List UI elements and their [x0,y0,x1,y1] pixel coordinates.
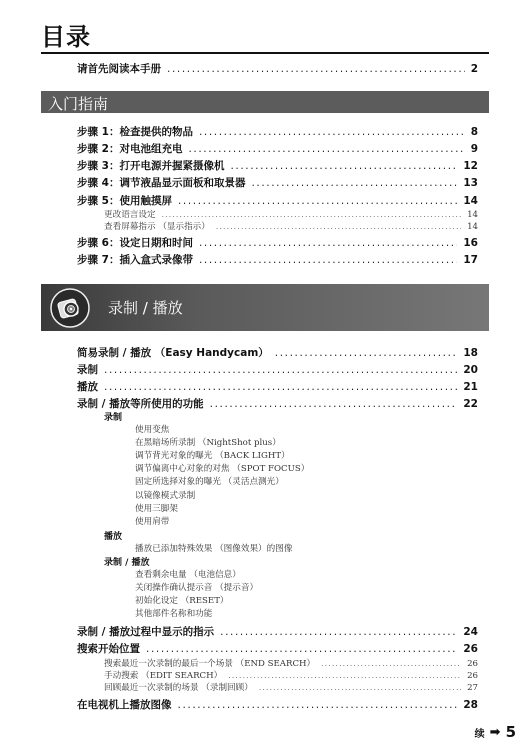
page-number: 5 [505,723,516,741]
feature-item[interactable]: 使用变焦 [135,425,170,435]
toc-entry-label: 回顾最近一次录制的场景 （录制回顾） [104,683,253,693]
toc-entry-label: 搜索最近一次录制的最后一个场景 （END SEARCH） [104,659,316,669]
leader-dots [230,160,457,172]
toc-entry[interactable] [77,379,478,394]
feature-item[interactable]: 初始化设定 （RESET） [135,596,229,606]
leader-dots [216,222,461,231]
title-divider [41,52,489,54]
toc-subentry[interactable] [104,669,478,681]
leader-dots [199,254,457,266]
toc-entry-label: 请首先阅读本手册 [77,63,161,75]
toc-subentry[interactable] [104,220,478,232]
toc-subentry[interactable] [104,208,478,220]
leader-dots [167,63,465,75]
toc-entry-label: 步骤 1：检查提供的物品 [77,126,193,138]
leader-dots [104,364,457,376]
leader-dots [178,699,458,711]
section-header-recording-playback [41,284,489,331]
toc-entry[interactable] [77,252,478,267]
toc-entry-page: 21 [463,381,478,393]
toc-subentry[interactable] [104,657,478,669]
section-title: 入门指南 [48,95,109,113]
toc-entry-label: 更改语言设定 [104,210,156,220]
toc-entry[interactable] [77,641,478,656]
toc-entry-label: 手动搜索 （EDIT SEARCH） [104,671,223,681]
leader-dots [321,659,461,668]
page-title: 目录 [41,23,91,51]
toc-entry[interactable] [77,697,478,712]
feature-item[interactable]: 使用三脚架 [135,504,178,514]
feature-item[interactable]: 播放已添加特殊效果 （图像效果）的图像 [135,544,293,554]
toc-entry-page: 28 [463,699,478,711]
toc-entry-page: 18 [463,347,478,359]
feature-item[interactable]: 固定所选择对象的曝光 （灵活点测光） [135,477,284,487]
feature-item[interactable]: 其他部件名称和功能 [135,609,213,619]
toc-entry[interactable] [77,61,478,76]
toc-entry[interactable] [77,175,478,190]
toc-entry-label: 步骤 3：打开电源并握紧摄像机 [77,160,225,172]
toc-entry-page: 14 [463,195,478,207]
toc-entry-label: 查看屏幕指示 （显示指示） [104,222,210,232]
toc-entry[interactable] [77,124,478,139]
toc-entry-label: 录制 [77,364,98,376]
leader-dots [146,643,457,655]
leader-dots [199,237,457,249]
toc-entry[interactable] [77,624,478,639]
section-header-getting-started [41,91,489,113]
toc-entry[interactable] [77,193,478,208]
feature-item[interactable]: 调节偏离中心对象的对焦 （SPOT FOCUS） [135,464,310,474]
toc-entry-page: 14 [467,210,478,220]
leader-dots [259,683,461,692]
toc-entry-page: 13 [463,177,478,189]
arrow-right-icon: ➡ [489,724,501,740]
toc-entry-page: 16 [463,237,478,249]
toc-entry-page: 12 [463,160,478,172]
feature-item[interactable]: 以镜像模式录制 [135,491,196,501]
toc-entry-page: 24 [463,626,478,638]
toc-entry-page: 9 [470,143,478,155]
feature-item[interactable]: 查看剩余电量 （电池信息） [135,570,241,580]
leader-dots [275,347,458,359]
toc-entry-page: 20 [463,364,478,376]
toc-entry-label: 步骤 5：使用触摸屏 [77,195,172,207]
toc-entry-label: 步骤 2：对电池组充电 [77,143,183,155]
feature-item[interactable]: 在黑暗场所录制 （NightShot plus） [135,438,281,448]
leader-dots [104,381,457,393]
toc-entry[interactable] [77,141,478,156]
section-title: 录制 / 播放 [108,299,183,317]
leader-dots [220,626,457,638]
feature-item[interactable]: 使用肩带 [135,517,170,527]
toc-entry-label: 搜索开始位置 [77,643,140,655]
continued-label: 续 [474,728,485,740]
toc-subentry[interactable] [104,681,478,693]
feature-group-heading: 录制 / 播放 [104,558,150,568]
toc-entry-label: 录制 / 播放过程中显示的指示 [77,626,215,638]
toc-entry-label: 简易录制 / 播放 （Easy Handycam） [77,347,269,359]
feature-item[interactable]: 调节背光对象的曝光 （BACK LIGHT） [135,451,290,461]
camcorder-disc-icon [50,288,90,328]
toc-entry-label: 步骤 7：插入盒式录像带 [77,254,193,266]
toc-entry[interactable] [77,235,478,250]
toc-entry-page: 2 [470,63,478,75]
toc-entry-page: 26 [467,671,478,681]
toc-entry-label: 步骤 4：调节液晶显示面板和取景器 [77,177,246,189]
leader-dots [199,126,465,138]
leader-dots [228,671,461,680]
feature-group-heading: 播放 [104,532,123,542]
toc-entry-label: 录制 / 播放等所使用的功能 [77,398,204,410]
toc-entry-label: 在电视机上播放图像 [77,699,172,711]
toc-entry-page: 17 [463,254,478,266]
toc-entry-label: 步骤 6：设定日期和时间 [77,237,193,249]
toc-entry-page: 14 [467,222,478,232]
toc-entry[interactable] [77,362,478,377]
leader-dots [162,210,461,219]
toc-entry-page: 22 [463,398,478,410]
toc-entry-page: 27 [467,683,478,693]
toc-entry[interactable] [77,396,478,411]
toc-entry-page: 26 [467,659,478,669]
leader-dots [210,398,458,410]
leader-dots [188,143,464,155]
leader-dots [178,195,457,207]
feature-item[interactable]: 关闭操作确认提示音 （提示音） [135,583,259,593]
toc-entry[interactable] [77,158,478,173]
page-footer [475,723,516,741]
feature-group-heading: 录制 [104,413,123,423]
leader-dots [251,177,457,189]
toc-entry-page: 8 [470,126,478,138]
toc-entry[interactable] [77,345,478,360]
toc-entry-page: 26 [463,643,478,655]
toc-entry-label: 播放 [77,381,98,393]
